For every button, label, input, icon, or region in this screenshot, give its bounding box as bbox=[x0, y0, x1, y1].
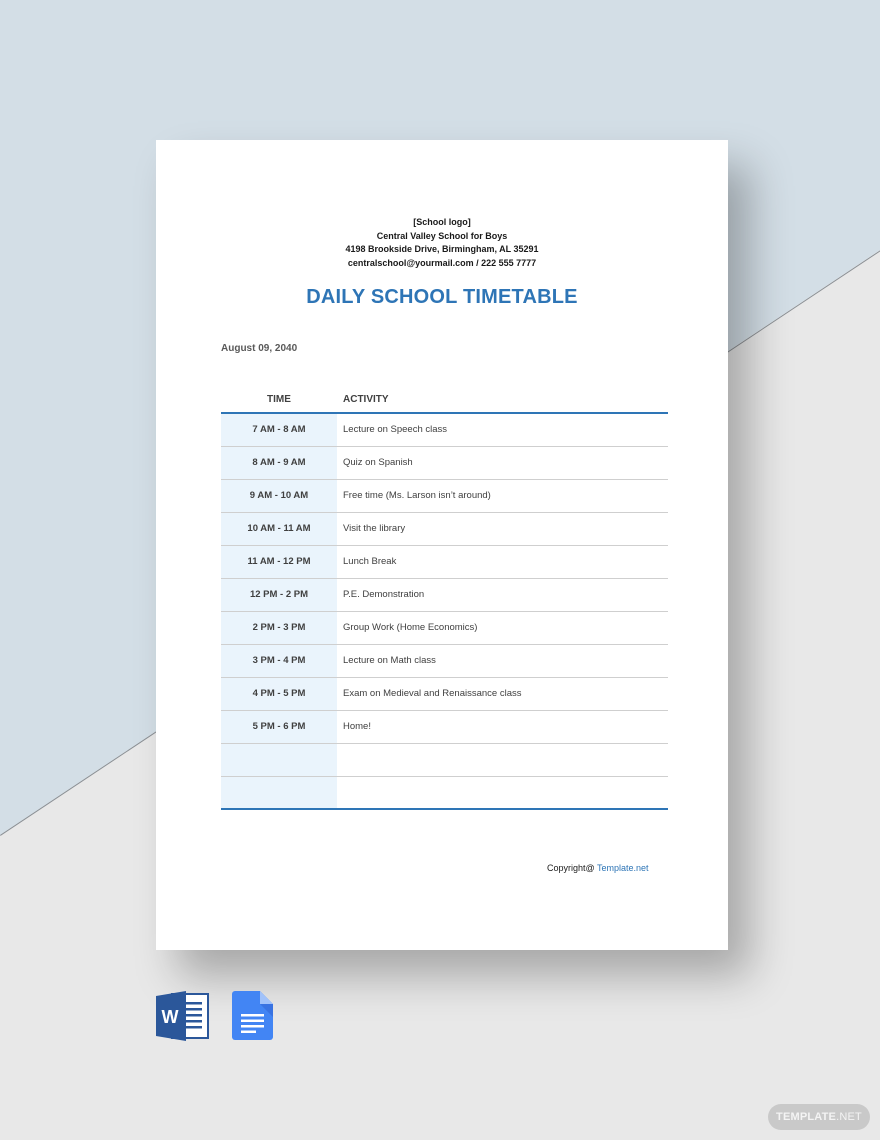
time-cell: 9 AM - 10 AM bbox=[221, 480, 337, 512]
time-cell: 5 PM - 6 PM bbox=[221, 711, 337, 743]
column-header-activity: ACTIVITY bbox=[343, 394, 389, 405]
google-docs-icon[interactable] bbox=[232, 991, 274, 1041]
svg-text:W: W bbox=[161, 1007, 179, 1027]
table-row-empty bbox=[221, 744, 668, 777]
word-icon[interactable] bbox=[156, 991, 210, 1041]
time-cell bbox=[221, 744, 337, 776]
copyright-notice bbox=[547, 863, 649, 873]
table-row bbox=[221, 480, 668, 513]
school-contact: centralschool@yourmail.com / 222 555 7777 bbox=[347, 257, 537, 268]
activity-cell: Free time (Ms. Larson isn’t around) bbox=[343, 490, 491, 501]
table-row bbox=[221, 612, 668, 645]
activity-cell: Lunch Break bbox=[343, 556, 397, 567]
template-net-badge[interactable] bbox=[768, 1104, 870, 1130]
activity-cell: Lecture on Math class bbox=[343, 655, 436, 666]
copyright-link[interactable]: Template.net bbox=[597, 863, 649, 873]
table-header bbox=[221, 388, 668, 414]
activity-cell: Group Work (Home Economics) bbox=[343, 622, 478, 633]
time-cell: 10 AM - 11 AM bbox=[221, 513, 337, 545]
table-row bbox=[221, 513, 668, 546]
brand-light: .NET bbox=[836, 1111, 862, 1123]
table-row bbox=[221, 678, 668, 711]
school-header bbox=[156, 216, 728, 270]
activity-cell bbox=[337, 777, 668, 808]
copyright-prefix: Copyright@ bbox=[547, 863, 597, 873]
activity-cell bbox=[337, 744, 668, 776]
activity-cell: P.E. Demonstration bbox=[343, 589, 425, 600]
document-date: August 09, 2040 bbox=[221, 343, 298, 354]
table-row bbox=[221, 414, 668, 447]
timetable bbox=[221, 388, 668, 810]
time-cell: 2 PM - 3 PM bbox=[221, 612, 337, 644]
table-row bbox=[221, 645, 668, 678]
time-cell: 3 PM - 4 PM bbox=[221, 645, 337, 677]
time-cell: 11 AM - 12 PM bbox=[221, 546, 337, 578]
activity-cell: Exam on Medieval and Renaissance class bbox=[343, 688, 522, 699]
time-cell: 8 AM - 9 AM bbox=[221, 447, 337, 479]
document-page bbox=[156, 140, 728, 950]
school-name: Central Valley School for Boys bbox=[376, 230, 508, 241]
school-address: 4198 Brookside Drive, Birmingham, AL 35291 bbox=[345, 244, 539, 254]
document-title: DAILY SCHOOL TIMETABLE bbox=[306, 286, 578, 308]
school-logo-placeholder: [School logo] bbox=[413, 217, 471, 227]
activity-cell: Quiz on Spanish bbox=[343, 457, 413, 468]
activity-cell: Home! bbox=[343, 721, 371, 732]
column-header-time: TIME bbox=[267, 394, 291, 405]
time-cell: 12 PM - 2 PM bbox=[221, 579, 337, 611]
activity-cell: Lecture on Speech class bbox=[343, 424, 448, 435]
brand-bold: TEMPLATE bbox=[776, 1111, 837, 1123]
time-cell: 7 AM - 8 AM bbox=[221, 414, 337, 446]
table-row-empty bbox=[221, 777, 668, 810]
table-row bbox=[221, 711, 668, 744]
table-row bbox=[221, 447, 668, 480]
time-cell: 4 PM - 5 PM bbox=[221, 678, 337, 710]
table-row bbox=[221, 579, 668, 612]
time-cell bbox=[221, 777, 337, 808]
activity-cell: Visit the library bbox=[343, 523, 406, 534]
table-row bbox=[221, 546, 668, 579]
